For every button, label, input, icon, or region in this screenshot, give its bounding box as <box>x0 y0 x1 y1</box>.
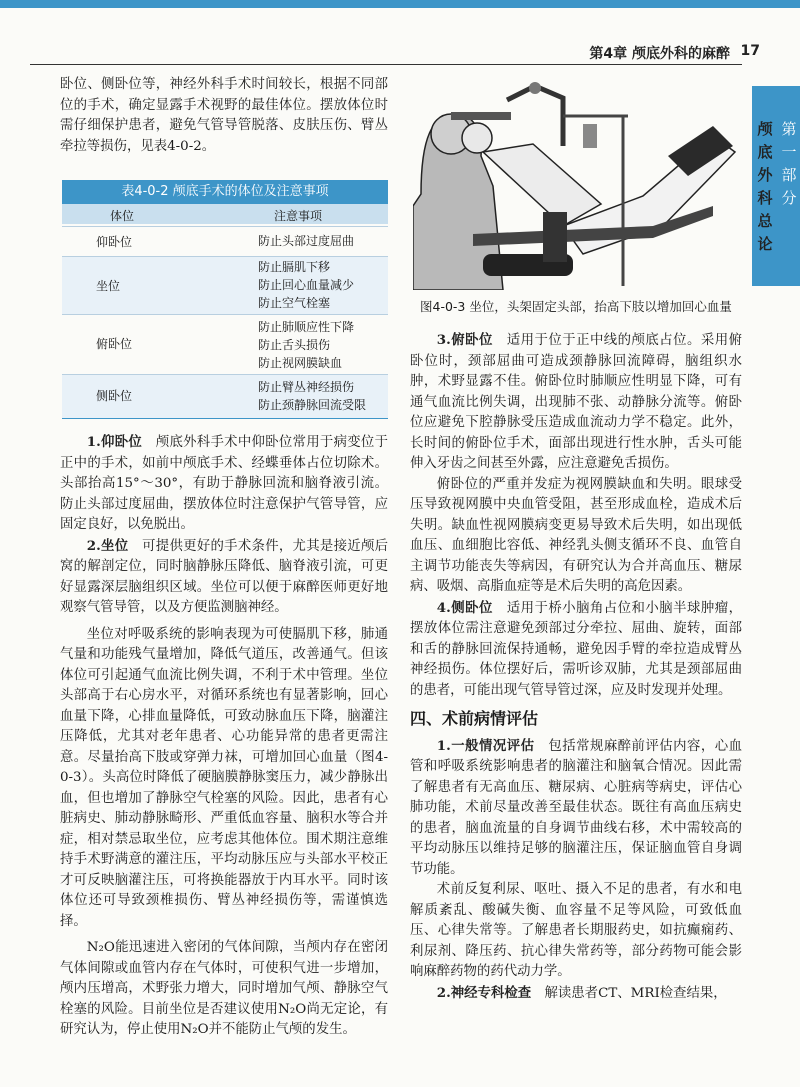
heading-general-assessment: 1.一般情况评估 <box>436 737 535 754</box>
table-header-row <box>62 204 388 224</box>
paragraph-n2o: N₂O能迅速进入密闭的气体间隙，当颅内存在密闭气体间隙或血管内存在气体时，可使积气进一步增加，颅内压增高，术野张力增大，同时增加气颅、静脉空气栓塞的风险。目前坐位是否建议使用N₂O尚无定论，有研究认为，停止使用N₂O并不能防止气颅的发生。 <box>60 940 388 1037</box>
paragraph-lateral: 4.侧卧位 适用于桥小脑角占位和小脑半球肿瘤，摆放体位需注意避免颈部过分牵拉、屈曲、旋转，面部和舌的静脉回流保持通畅，避免因手臂的牵拉造成臂丛神经损伤。体位摆好后，需听诊双肺，尤其是颈部屈曲的患者，可能出现气管导管过深，应及时发现并处理。 <box>410 599 743 698</box>
table-cell-note: 防止舌头损伤 <box>258 338 331 352</box>
paragraph-sitting: 2.坐位 可提供更好的手术条件，尤其是接近颅后窝的解剖定位，同时脑静脉压降低、脑脊液引流，可更好显露深层脑组织区域。坐位可以便于麻醉医师更好地观察气管导管，以及方便监测脑神经。 <box>60 537 389 615</box>
table-cell-note: 防止肺顺应性下降 <box>258 320 355 334</box>
right-column-body <box>410 330 742 1004</box>
heading-supine: 1.仰卧位 <box>86 434 143 450</box>
paragraph-fluid-medication: 术前反复利尿、呕吐、摄入不足的患者，有水和电解质紊乱、酸碱失衡、血容量不足等风险，可致低血压、心律失常等。了解患者长期服药史，如抗癫痫药、利尿剂、降压药、抗心律失常药等，部分药物可能会影响麻醉药物的药代动力学。 <box>410 882 742 979</box>
table-cell-note: 防止回心血量减少 <box>258 278 355 292</box>
paragraph-sitting-effects: 坐位对呼吸系统的影响表现为可使膈肌下移，肺通气量和功能残气量增加，降低气道压，改善通气。但该体位可引起通气血流比例失调，不利于术中管理。坐位头部高于右心房水平，对循环系统也有显著影响，回心血量下降，心排血量降低，可致动脉血压下降，脑灌注压降低，尤其对老年患者、心功能异常的患者更需注意。尽量抬高下肢或穿弹力袜，可增加回心血量（图4-0-3）。头高位时降低了硬脑膜静脉窦压力，减少静脉出血，但也增加了静脉空气栓塞的风险。因此，患者有心脏病史、肺动静脉畸形、严重低血容量、脑积水等合并症，相对禁忌取坐位，应考虑其他体位。围术期注意维持手术野满意的灌注压，平均动脉压应与头部水平校正才可反映脑灌注压，可将换能器放于内耳水平。同时该体位还可导致颈椎损伤、臂丛神经损伤等，需谨慎选择。 <box>60 626 388 929</box>
table-cell-note: 防止膈肌下移 <box>258 260 331 274</box>
paragraph-neuro-exam: 2.神经专科检查 解读患者CT、MRI检查结果， <box>436 984 727 1001</box>
side-tab-line2: 颅底外科总论 <box>757 120 773 253</box>
table-row <box>62 314 388 375</box>
table-title: 表4-0-2 颅底手术的体位及注意事项 <box>62 180 388 204</box>
table-cell-position: 坐位 <box>96 279 121 293</box>
table-row <box>62 374 388 419</box>
table-cell-note: 防止头部过度屈曲 <box>258 234 355 248</box>
figure-caption: 图4-0-3 坐位，头架固定头部，抬高下肢以增加回心血量 <box>420 299 732 314</box>
paragraph-prone-complications: 俯卧位的严重并发症为视网膜缺血和失明。眼球受压导致视网膜中央血管受阻，甚至形成血栓，造成术后失明。缺血性视网膜病变更易导致术后失明，如出现低血压、血细胞比容低、神经乳头侧支循环不良、血管自主调节功能丧失等病因，有研究认为合并高血压、糖尿病、吸烟、高脂血症等是术后失明的高危因素。 <box>410 476 742 594</box>
table-row <box>62 256 388 315</box>
header-rule <box>30 64 742 65</box>
intro-paragraph: 卧位、侧卧位等，神经外科手术时间较长，根据不同部位的手术，确定显露手术视野的最佳体位。摆放体位时需仔细保护患者，避免气管导管脱落、皮肤压伤、臂丛牵拉等损伤，见表4-0-2。 <box>60 77 388 154</box>
table-cell-position: 仰卧位 <box>96 235 133 249</box>
page-number: 17 <box>740 43 760 59</box>
table-cell-note: 防止视网膜缺血 <box>258 356 343 370</box>
paragraph-prone: 3.俯卧位 适用于位于正中线的颅底占位。采用俯卧位时，颈部屈曲可造成颈静脉回流障碍，脑组织水肿，术野显露不佳。俯卧位时肺顺应性明显下降，可有通气血流比例失调，出现肺不张、动静脉分流等。俯卧位应避免下腔静脉受压造成血流动力学不稳定。此外，长时间的俯卧位手术，面部出现进行性水肿，舌头可能伸入牙齿之间甚至外露，应注意避免舌损伤。 <box>410 332 743 471</box>
heading-sitting: 2.坐位 <box>86 537 129 554</box>
table-row <box>62 226 388 257</box>
table-cell-position: 侧卧位 <box>96 389 133 403</box>
paragraph-general-assessment: 1.一般情况评估 包括常规麻醉前评估内容，心血管和呼吸系统影响患者的脑灌注和脑氧合情况。因此需了解患者有无高血压、糖尿病、心脏病等病史，评估心肺功能，术前尽量改善至最佳状态。既往有高血压病史的患者，脑血流量的自身调节曲线右移，术中需较高的平均动脉压以维持足够的脑灌注压，保证脑血管自身调节功能。 <box>410 737 743 877</box>
heading-neuro-exam: 2.神经专科检查 <box>436 984 532 1001</box>
running-header-chapter: 第4章 颅底外科的麻醉 <box>589 46 730 62</box>
table-cell-position: 俯卧位 <box>96 337 133 351</box>
table-header-notes: 注意事项 <box>274 209 323 223</box>
table-cell-note: 防止颈静脉回流受限 <box>258 398 367 412</box>
side-tab-line1: 第一部分 <box>781 120 797 207</box>
section-heading-preop-assessment: 四、术前病情评估 <box>410 709 539 728</box>
left-column-body <box>60 432 388 1041</box>
table-cell-note: 防止空气栓塞 <box>258 296 331 310</box>
paragraph-supine: 1.仰卧位 颅底外科手术中仰卧位常用于病变位于正中的手术，如前中颅底手术、经蝶垂体占位切除术。头部抬高15°～30°，有助于静脉回流和脑脊液引流。防止头部过度屈曲，摆放体位时注意保护气管导管，应固定良好，以免脱出。 <box>60 434 389 532</box>
sitting-position-illustration <box>413 76 742 290</box>
heading-lateral: 4.侧卧位 <box>436 599 493 616</box>
table-cell-note: 防止臂丛神经损伤 <box>258 380 355 394</box>
table-bottom-rule <box>62 418 388 419</box>
heading-prone: 3.俯卧位 <box>436 332 493 348</box>
part-side-tab <box>752 86 800 286</box>
header-accent-bar <box>0 0 800 8</box>
table-header-position: 体位 <box>110 209 135 223</box>
